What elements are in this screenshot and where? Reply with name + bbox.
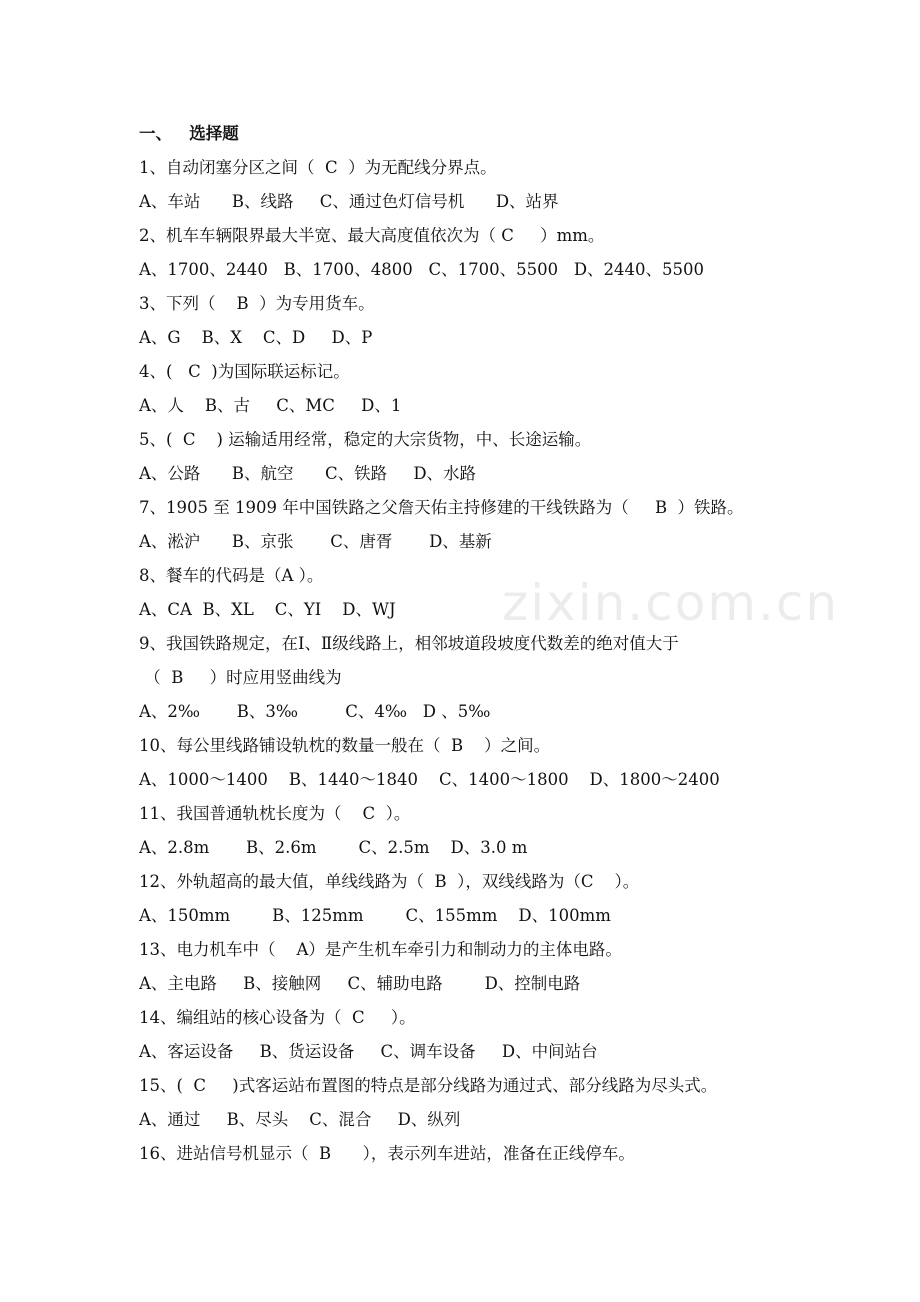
options-3: A、G B、X C、D D、P xyxy=(139,328,373,347)
question-10: 10、每公里线路铺设轨枕的数量一般在（ B ）之间。 xyxy=(139,736,551,755)
question-1: 1、自动闭塞分区之间（ C ）为无配线分界点。 xyxy=(139,158,497,177)
options-13: A、主电路 B、接触网 C、辅助电路 D、控制电路 xyxy=(139,974,581,993)
question-9-cont: （ B ）时应用竖曲线为 xyxy=(139,668,342,687)
options-9: A、2‰ B、3‰ C、4‰ D 、5‰ xyxy=(139,702,491,721)
options-8: A、CA B、XL C、YI D、WJ xyxy=(139,600,396,619)
options-10: A、1000～1400 B、1440～1840 C、1400～1800 D、1800～2400 xyxy=(139,770,720,789)
options-4: A、人 B、古 C、MC D、1 xyxy=(139,396,402,415)
question-2: 2、机车车辆限界最大半宽、最大高度值依次为（ C ）mm。 xyxy=(139,226,605,245)
options-5: A、公路 B、航空 C、铁路 D、水路 xyxy=(139,464,477,483)
question-7: 7、1905 至 1909 年中国铁路之父詹天佑主持修建的干线铁路为（ B ）铁路。 xyxy=(139,498,744,517)
options-1: A、车站 B、线路 C、通过色灯信号机 D、站界 xyxy=(139,192,559,211)
question-13: 13、电力机车中（ A）是产生机车牵引力和制动力的主体电路。 xyxy=(139,940,622,959)
question-8: 8、餐车的代码是（A ）。 xyxy=(139,566,324,585)
options-2: A、1700、2440 B、1700、4800 C、1700、5500 D、2440、5500 xyxy=(139,260,705,279)
question-15: 15、( C )式客运站布置图的特点是部分线路为通过式、部分线路为尽头式。 xyxy=(139,1076,718,1095)
watermark: zixin.com.cn xyxy=(502,574,840,632)
options-11: A、2.8m B、2.6m C、2.5m D、3.0 m xyxy=(139,838,528,857)
section-title: 一、 选择题 xyxy=(139,124,239,143)
options-14: A、客运设备 B、货运设备 C、调车设备 D、中间站台 xyxy=(139,1042,598,1061)
options-7: A、淞沪 B、京张 C、唐胥 D、基新 xyxy=(139,532,492,551)
question-11: 11、我国普通轨枕长度为（ C ）。 xyxy=(139,804,411,823)
question-3: 3、下列（ B ）为专用货车。 xyxy=(139,294,375,313)
options-12: A、150mm B、125mm C、155mm D、100mm xyxy=(139,906,611,925)
question-4: 4、( C )为国际联运标记。 xyxy=(139,362,350,381)
question-5: 5、( C ) 运输适用经常，稳定的大宗货物，中、长途运输。 xyxy=(139,430,592,449)
question-16: 16、进站信号机显示（ B ），表示列车进站，准备在正线停车。 xyxy=(139,1144,635,1163)
question-14: 14、编组站的核心设备为（ C ）。 xyxy=(139,1008,416,1027)
question-12: 12、外轨超高的最大值，单线线路为（ B ），双线线路为（C ）。 xyxy=(139,872,640,891)
question-9: 9、我国铁路规定，在Ⅰ、Ⅱ级线路上，相邻坡道段坡度代数差的绝对值大于 xyxy=(139,634,679,653)
options-15: A、通过 B、尽头 C、混合 D、纵列 xyxy=(139,1110,461,1129)
